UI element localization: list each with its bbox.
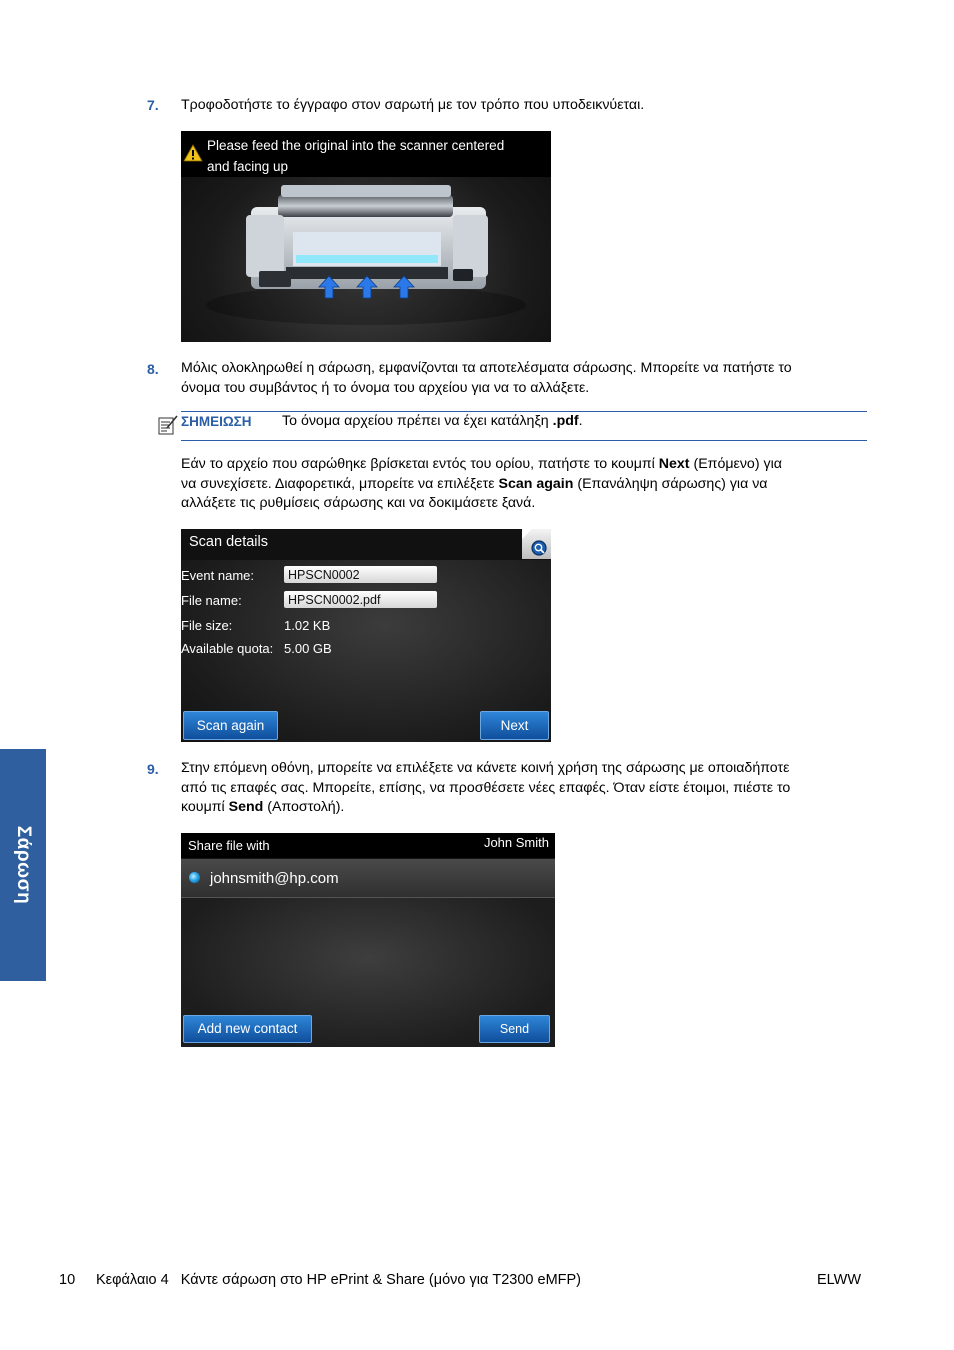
- arrow-up-icon: [393, 275, 415, 299]
- scan-details-screen: [181, 529, 551, 742]
- event-name-field[interactable]: HPSCN0002: [284, 566, 437, 583]
- step-9-send-bold: Send: [228, 799, 264, 815]
- next-or-scan-again-text: [181, 455, 871, 514]
- share-file-screen: [181, 833, 555, 1047]
- arrow-up-icon: [356, 275, 378, 299]
- next-button[interactable]: Next: [480, 711, 549, 740]
- para-line2-c: (Επανάληψη σάρωσης) για να: [573, 475, 768, 492]
- chapter-title: Κεφάλαιο 4 Κάντε σάρωση στο HP ePrint & Share (μόνο για T2300 eMFP): [96, 1272, 582, 1288]
- para-line2-a: να συνεχίσετε. Διαφορετικά, μπορείτε να επιλέξετε: [181, 475, 499, 492]
- step-8-number: 8.: [147, 361, 159, 377]
- step-7-number: 7.: [147, 97, 159, 113]
- feed-message-line2: and facing up: [207, 159, 289, 174]
- note-icon: [157, 414, 179, 436]
- available-quota-label: Available quota:: [181, 641, 274, 656]
- para-line1: [181, 455, 871, 475]
- note-label: ΣΗΜΕΙΩΣΗ: [181, 414, 252, 429]
- para-line1-a: Εάν το αρχείο που σαρώθηκε βρίσκεται εντός του ορίου, πατήστε το κουμπί: [181, 456, 659, 472]
- feed-message: [207, 135, 551, 177]
- para-next-bold: Next: [658, 456, 690, 472]
- zoom-search-icon: [522, 529, 551, 559]
- chapter-side-tab: [0, 749, 46, 981]
- step-8-line2: όνομα του συμβάντος ή το όνομα του αρχείου για να το αλλάξετε.: [181, 379, 590, 396]
- file-size-value: 1.02 KB: [284, 618, 331, 633]
- user-name: John Smith: [483, 835, 549, 850]
- scan-again-button[interactable]: Scan again: [183, 711, 278, 740]
- contact-radio-icon[interactable]: [189, 872, 200, 883]
- step-9-line1: Στην επόμενη οθόνη, μπορείτε να επιλέξετε να κάνετε κοινή χρήση της σάρωσης με οποιαδήποτε: [181, 760, 790, 776]
- para-line3: αλλάξετε τις ρυθμίσεις σάρωσης και να δοκιμάσετε ξανά.: [181, 495, 536, 511]
- step-9-line2: από τις επαφές σας. Μπορείτε, επίσης, να προσθέσετε νέες επαφές. Όταν είστε έτοιμοι, πιέστε το: [181, 779, 791, 796]
- available-quota-value: 5.00 GB: [284, 641, 332, 656]
- para-line1-c: (Επόμενο) για: [689, 456, 782, 472]
- note-text-end: .: [578, 413, 583, 429]
- feed-original-screen: [181, 131, 551, 342]
- event-name-label: Event name:: [181, 568, 254, 583]
- page-number: 10: [59, 1272, 76, 1288]
- warning-triangle-icon: [183, 144, 203, 162]
- side-tab-label: Σάρωση: [13, 825, 34, 905]
- send-button[interactable]: Send: [479, 1015, 550, 1043]
- step-7-text: Τροφοδοτήστε το έγγραφο στον σαρωτή με τον τρόπο που υποδεικνύεται.: [181, 97, 645, 113]
- file-name-label: File name:: [181, 593, 242, 608]
- add-new-contact-button[interactable]: Add new contact: [183, 1015, 312, 1043]
- step-9-line3-a: κουμπί: [181, 799, 229, 815]
- arrow-up-icon: [318, 275, 340, 299]
- note-top-rule: [181, 411, 867, 412]
- scanner-illustration: [181, 177, 551, 342]
- note-bottom-rule: [181, 440, 867, 441]
- share-title: Share file with: [188, 838, 270, 853]
- para-line2: [181, 475, 871, 495]
- zoom-search-button[interactable]: [522, 529, 551, 559]
- scan-details-title: Scan details: [189, 534, 268, 550]
- para-scan-again-bold: Scan again: [498, 475, 574, 492]
- note-text-bold: .pdf: [552, 413, 579, 429]
- step-9-line3-c: (Αποστολή).: [263, 799, 345, 815]
- step-8-line1: Μόλις ολοκληρωθεί η σάρωση, εμφανίζονται τα αποτελέσματα σάρωσης. Μπορείτε να πατήστε το: [181, 360, 792, 376]
- feed-message-line1: Please feed the original into the scanner centered: [207, 138, 505, 153]
- step-9-number: 9.: [147, 761, 159, 777]
- edition-code: ELWW: [817, 1272, 862, 1288]
- step-8-text: [181, 359, 871, 398]
- contact-email: johnsmith@hp.com: [210, 870, 339, 887]
- file-name-field[interactable]: HPSCN0002.pdf: [284, 591, 437, 608]
- note-text-start: Το όνομα αρχείου πρέπει να έχει κατάληξη: [282, 413, 553, 429]
- step-9-text: [181, 759, 871, 818]
- step-9-line3: [181, 798, 871, 818]
- note-text: [282, 413, 583, 429]
- file-size-label: File size:: [181, 618, 233, 633]
